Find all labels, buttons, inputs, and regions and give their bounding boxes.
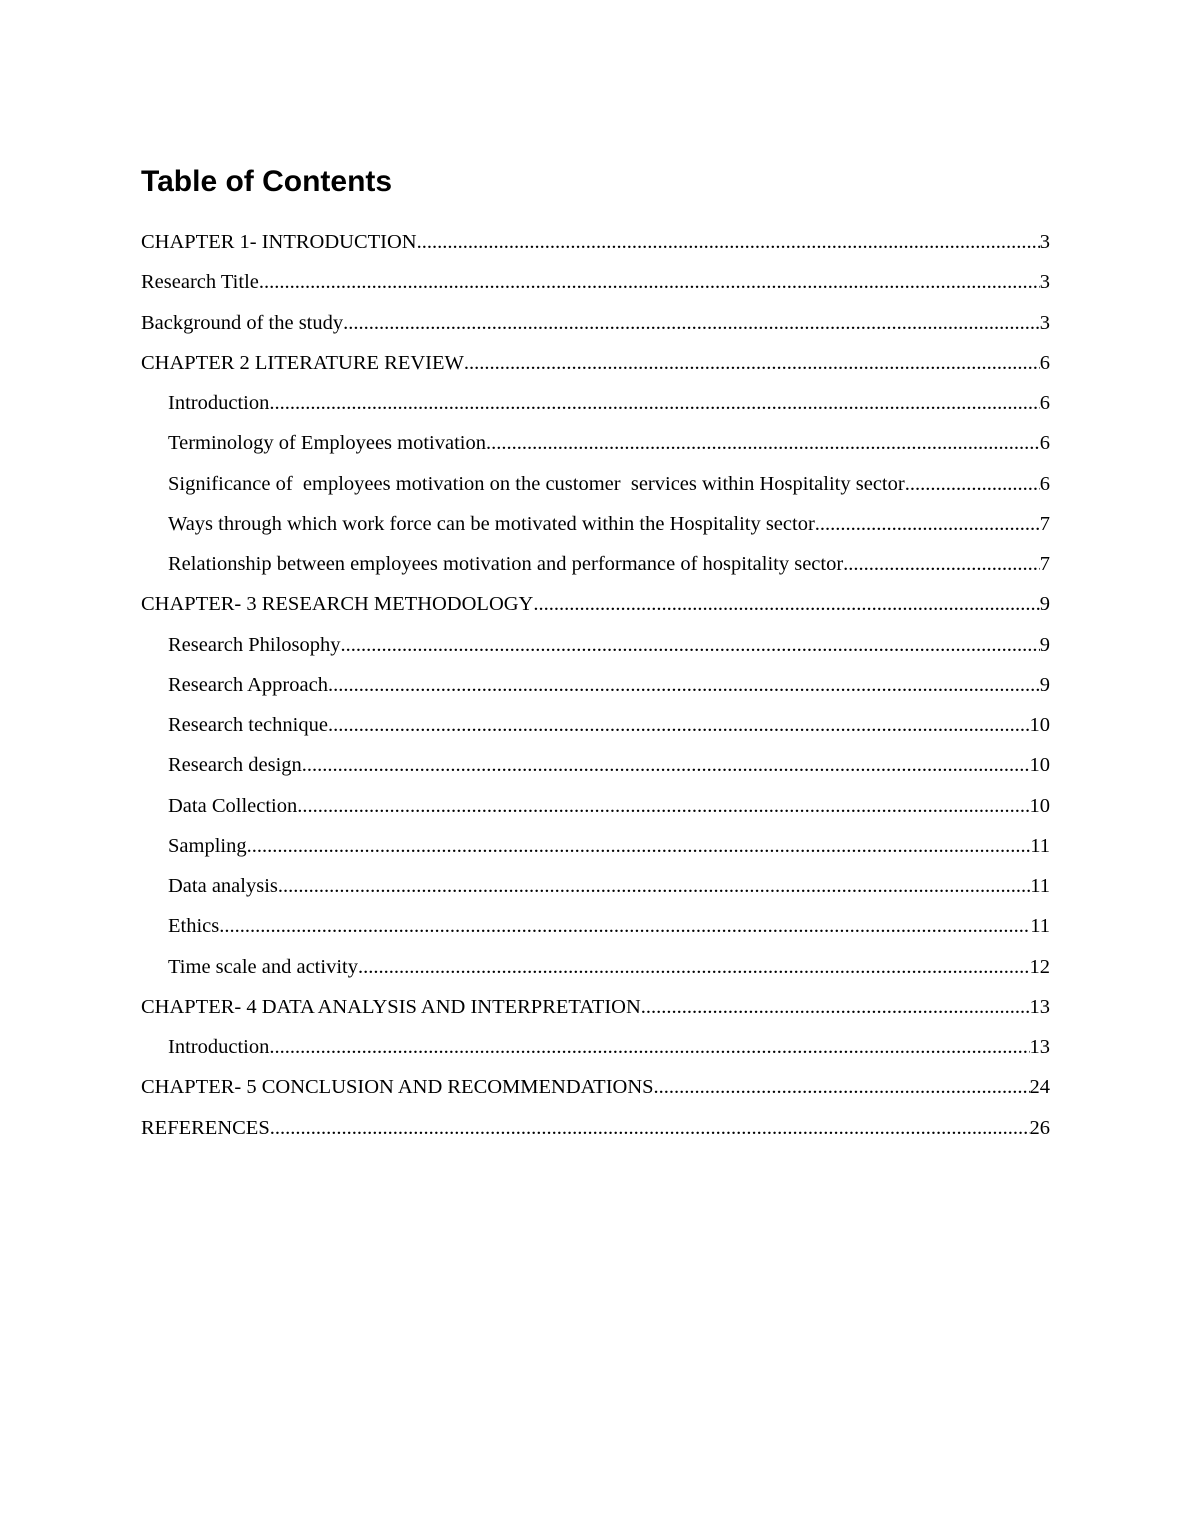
toc-entry-text: Research Approach: [168, 673, 328, 696]
toc-entry-research-design[interactable]: [141, 745, 1050, 785]
toc-entry-text: CHAPTER 2 LITERATURE REVIEW: [141, 351, 464, 374]
toc-entry-text: Relationship between employees motivation and performance of hospitality sector: [168, 553, 844, 575]
toc-entry-introduction-chapter-4[interactable]: [141, 1027, 1050, 1067]
toc-title: Table of Contents: [141, 165, 393, 198]
toc-page-number: 9: [1039, 673, 1050, 696]
toc-entry-research-philosophy[interactable]: [141, 625, 1050, 665]
toc-page-number: 3: [1039, 311, 1050, 334]
toc-entry-sampling[interactable]: [141, 826, 1050, 866]
toc-page-number: 9: [1039, 633, 1050, 656]
toc-dot-leader: [278, 866, 1030, 906]
toc-dot-leader: [533, 584, 1039, 624]
toc-page-number: 6: [1039, 351, 1050, 374]
toc-page-number: 7: [1039, 512, 1050, 535]
toc-entry-text: REFERENCES: [141, 1116, 270, 1139]
toc-page-number: 26: [1029, 1116, 1050, 1139]
toc-dot-leader: [905, 464, 1040, 504]
toc-page-number: 6: [1039, 432, 1050, 455]
toc-entry-relationship-motivation-performance[interactable]: [141, 544, 1050, 584]
toc-page-number: 3: [1039, 231, 1050, 253]
toc-entry-text: CHAPTER- 4 DATA ANALYSIS AND INTERPRETATION: [141, 995, 641, 1018]
toc-dot-leader: [654, 1067, 1030, 1107]
toc-list: [141, 222, 1050, 1148]
toc-dot-leader: [343, 303, 1040, 343]
toc-page-number: 13: [1029, 995, 1050, 1018]
toc-page-number: 11: [1030, 875, 1050, 897]
toc-entry-research-approach[interactable]: [141, 665, 1050, 705]
toc-entry-significance-of-employees-motivation[interactable]: [141, 464, 1050, 504]
toc-entry-terminology-of-employees-motivation[interactable]: [141, 423, 1050, 463]
toc-dot-leader: [219, 906, 1030, 946]
toc-dot-leader: [247, 826, 1031, 866]
toc-entry-text: Terminology of Employees motivation: [168, 432, 486, 455]
toc-entry-text: Introduction: [168, 392, 270, 414]
toc-entry-text: Ways through which work force can be motivated within the Hospitality sector: [168, 512, 815, 535]
toc-page-number: 24: [1029, 1076, 1050, 1099]
toc-page-number: 10: [1029, 794, 1050, 817]
toc-dot-leader: [358, 947, 1030, 987]
toc-entry-chapter-4-data-analysis[interactable]: [141, 987, 1050, 1027]
toc-dot-leader: [297, 786, 1029, 826]
toc-entry-text: Research technique: [168, 714, 328, 736]
toc-dot-leader: [302, 745, 1030, 785]
toc-dot-leader: [328, 705, 1030, 745]
toc-dot-leader: [341, 625, 1040, 665]
toc-entry-text: Data analysis: [168, 875, 278, 897]
toc-entry-text: Sampling: [168, 834, 247, 857]
toc-entry-text: Ethics: [168, 915, 220, 938]
toc-entry-data-analysis[interactable]: [141, 866, 1050, 906]
toc-page-number: 7: [1039, 553, 1050, 575]
toc-dot-leader: [269, 383, 1039, 423]
toc-page-number: 3: [1039, 271, 1050, 294]
toc-entry-text: CHAPTER 1- INTRODUCTION: [141, 231, 417, 253]
toc-entry-research-technique[interactable]: [141, 705, 1050, 745]
toc-entry-time-scale-and-activity[interactable]: [141, 947, 1050, 987]
toc-dot-leader: [269, 1027, 1029, 1067]
toc-entry-ethics[interactable]: [141, 906, 1050, 946]
toc-entry-text: Research Philosophy: [168, 633, 341, 656]
toc-entry-text: Research design: [168, 754, 302, 777]
toc-page-number: 13: [1029, 1036, 1050, 1058]
toc-page-number: 11: [1030, 834, 1050, 857]
toc-entry-text: Time scale and activity: [168, 955, 358, 978]
toc-page-number: 6: [1039, 472, 1050, 495]
toc-dot-leader: [328, 665, 1040, 705]
toc-entry-research-title[interactable]: [141, 262, 1050, 302]
toc-entry-introduction[interactable]: [141, 383, 1050, 423]
toc-dot-leader: [259, 262, 1040, 302]
toc-page-number: 6: [1039, 392, 1050, 414]
toc-page-number: 10: [1029, 754, 1050, 777]
toc-dot-leader: [464, 343, 1040, 383]
toc-page-number: 12: [1029, 955, 1050, 978]
toc-page-number: 9: [1039, 593, 1050, 616]
toc-dot-leader: [815, 504, 1040, 544]
toc-page-number: 10: [1029, 714, 1050, 736]
toc-entry-text: CHAPTER- 5 CONCLUSION AND RECOMMENDATIONS: [141, 1076, 654, 1099]
toc-dot-leader: [417, 222, 1040, 262]
toc-entry-text: Research Title: [141, 271, 259, 294]
toc-entry-ways-work-force-motivated[interactable]: [141, 504, 1050, 544]
toc-entry-chapter-3-research-methodology[interactable]: [141, 584, 1050, 624]
toc-entry-chapter-1-introduction[interactable]: [141, 222, 1050, 262]
toc-dot-leader: [270, 1108, 1030, 1148]
toc-page-number: 11: [1030, 915, 1050, 938]
toc-entry-data-collection[interactable]: [141, 786, 1050, 826]
toc-dot-leader: [486, 423, 1040, 463]
toc-entry-text: Background of the study: [141, 311, 344, 334]
toc-entry-text: Data Collection: [168, 794, 298, 817]
toc-entry-chapter-5-conclusion[interactable]: [141, 1067, 1050, 1107]
toc-entry-text: Introduction: [168, 1036, 270, 1058]
toc-entry-chapter-2-literature-review[interactable]: [141, 343, 1050, 383]
toc-entry-background-of-the-study[interactable]: [141, 303, 1050, 343]
toc-dot-leader: [641, 987, 1030, 1027]
toc-entry-references[interactable]: [141, 1108, 1050, 1148]
toc-entry-text: CHAPTER- 3 RESEARCH METHODOLOGY: [141, 593, 534, 616]
toc-entry-text: Significance of employees motivation on the customer services within Hospitality sector: [168, 472, 905, 495]
toc-dot-leader: [843, 544, 1040, 584]
